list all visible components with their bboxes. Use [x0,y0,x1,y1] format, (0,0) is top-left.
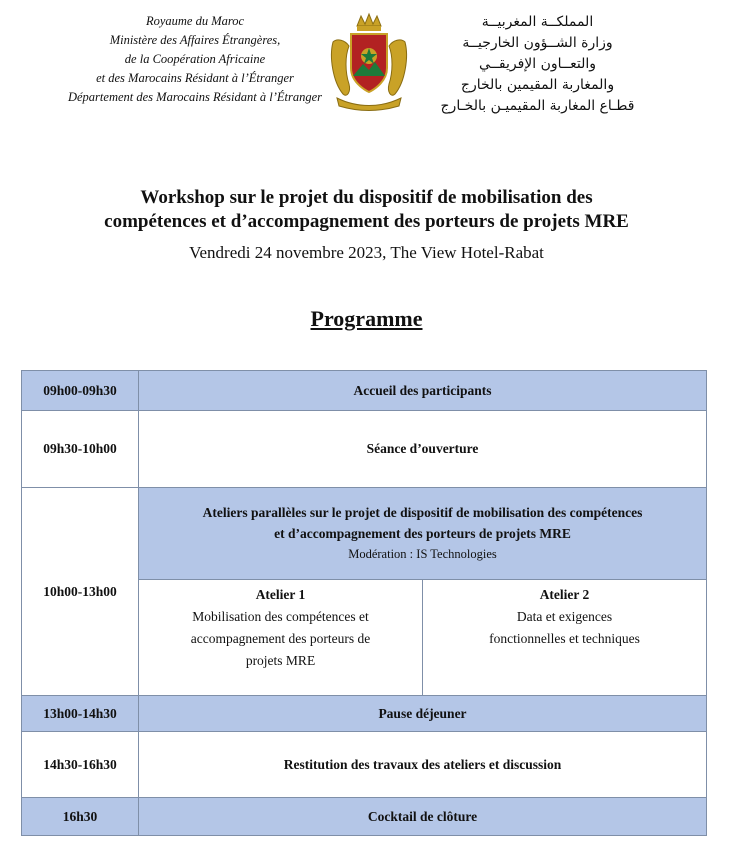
time-cell: 14h30-16h30 [22,732,139,798]
table-row [22,411,707,488]
table-row [22,696,707,732]
arabic-line: قطـاع المغاربة المقيميـن بالخـارج [440,98,635,114]
programme-heading: Programme [310,306,423,331]
arabic-line: والمغاربة المقيمين بالخارج [460,77,615,93]
table-row [22,371,707,411]
session-cell: Cocktail de clôture [139,798,707,836]
french-line: Département des Marocains Résidant à l’Étranger [67,90,322,104]
moroccan-coat-of-arms-icon [327,12,411,112]
french-line: Ministère des Affaires Étrangères, [109,33,281,47]
workshops-title-line: et d’accompagnement des porteurs de projets MRE [274,526,571,541]
arabic-line: المملكــة المغربيــة [481,14,594,30]
time-cell: 13h00-14h30 [22,696,139,732]
arabic-line: وزارة الشــؤون الخارجيــة [462,35,613,51]
table-row [22,732,707,798]
table-row [22,798,707,836]
french-line: Royaume du Maroc [145,14,245,28]
arabic-line: والتعــاون الإفريقــي [479,56,596,72]
workshops-header-cell [139,488,707,580]
atelier-2-cell [423,580,707,696]
event-title-line: Workshop sur le projet du dispositif de mobilisation des [140,187,593,208]
session-cell: Restitution des travaux des ateliers et discussion [139,732,707,798]
time-cell: 10h00-13h00 [22,488,139,696]
atelier-1-line: Mobilisation des compétences et [192,609,369,624]
time-cell: 16h30 [22,798,139,836]
event-title [20,186,713,234]
table-row [22,488,707,580]
schedule-table [21,370,707,836]
french-ministry-block [60,12,330,107]
time-cell: 09h30-10h00 [22,411,139,488]
session-cell: Séance d’ouverture [139,411,707,488]
french-line: de la Coopération Africaine [124,52,266,66]
moderation-text: Modération : IS Technologies [348,547,497,561]
atelier-1-line: projets MRE [245,653,316,668]
event-title-line: compétences et d’accompagnement des porteurs de projets MRE [104,211,629,232]
session-cell: Accueil des participants [139,371,707,411]
french-line: et des Marocains Résidant à l’Étranger [96,71,294,85]
event-date-venue: Vendredi 24 novembre 2023, The View Hotel-Rabat [189,243,544,262]
letterhead [0,10,733,120]
arabic-ministry-block [430,12,645,117]
time-cell: 09h00-09h30 [22,371,139,411]
workshops-title-line: Ateliers parallèles sur le projet de dispositif de mobilisation des compétences [202,505,643,520]
session-cell: Pause déjeuner [139,696,707,732]
atelier-2-line: fonctionnelles et techniques [489,631,640,646]
atelier-2-title: Atelier 2 [539,587,590,602]
atelier-1-cell [139,580,423,696]
atelier-1-line: accompagnement des porteurs de [190,631,371,646]
atelier-1-title: Atelier 1 [255,587,306,602]
atelier-2-line: Data et exigences [516,609,613,624]
